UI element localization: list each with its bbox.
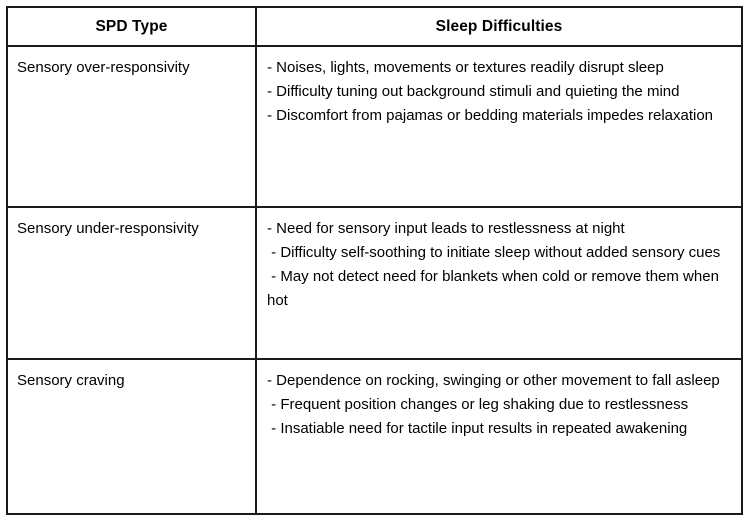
list-item: - Discomfort from pajamas or bedding materials impedes relaxation	[267, 107, 714, 124]
list-item: - Insatiable need for tactile input results in repeated awakening	[267, 420, 688, 437]
table-body	[7, 46, 742, 514]
list-item: - Difficulty tuning out background stimuli and quieting the mind	[267, 83, 680, 100]
list-item: - Need for sensory input leads to restlessness at night	[267, 220, 625, 237]
cell-sleep-difficulties	[256, 207, 742, 359]
list-item: - Dependence on rocking, swinging or other movement to fall asleep	[267, 372, 720, 389]
column-header-sleep-difficulties: Sleep Difficulties	[256, 7, 742, 46]
list-item: - Frequent position changes or leg shaking due to restlessness	[267, 396, 689, 413]
column-header-spd-type: SPD Type	[7, 7, 256, 46]
table-row	[7, 207, 742, 359]
cell-spd-type: Sensory over-responsivity	[7, 46, 256, 207]
list-item: - Noises, lights, movements or textures readily disrupt sleep	[267, 59, 664, 76]
list-item: - Difficulty self-soothing to initiate sleep without added sensory cues	[267, 244, 721, 261]
cell-sleep-difficulties	[256, 359, 742, 514]
table-header-row	[7, 7, 742, 46]
table-row	[7, 359, 742, 514]
table-header	[7, 7, 742, 46]
cell-sleep-difficulties	[256, 46, 742, 207]
spd-sleep-difficulties-table	[6, 6, 743, 515]
list-item: - May not detect need for blankets when cold or remove them when hot	[267, 268, 724, 309]
table-row	[7, 46, 742, 207]
cell-spd-type: Sensory craving	[7, 359, 256, 514]
cell-spd-type: Sensory under-responsivity	[7, 207, 256, 359]
